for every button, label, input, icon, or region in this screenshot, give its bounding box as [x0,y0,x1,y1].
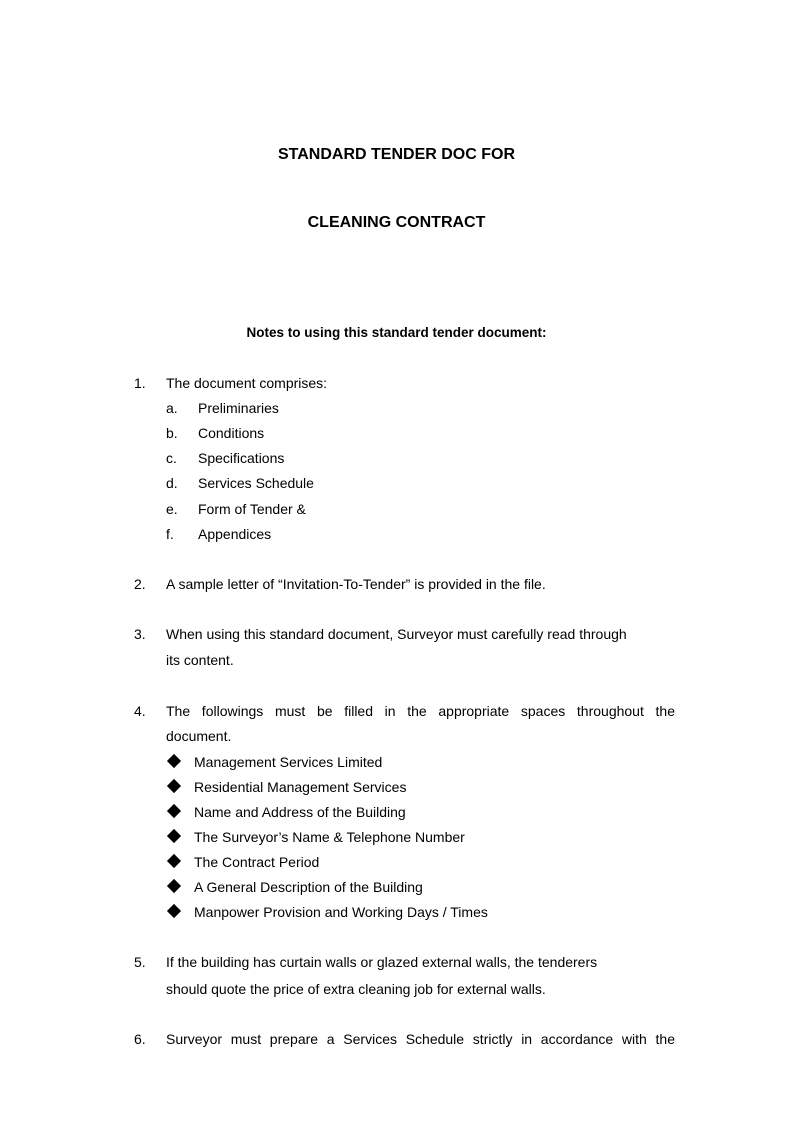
bullet-text: Residential Management Services [194,779,407,795]
item-number: 1. [134,375,146,391]
diamond-bullet-icon [167,854,181,868]
item-number: 6. [134,1031,146,1047]
item-text-line-1: Surveyor must prepare a Services Schedule strictly in accordance with the [166,1031,675,1047]
subitem-letter: c. [166,450,177,466]
item-text-line-1: If the building has curtain walls or glazed external walls, the tenderers [166,954,598,970]
subitem-text: Conditions [198,425,265,441]
subitem-letter: e. [166,501,178,517]
document-title-line-2: CLEANING CONTRACT [307,214,486,231]
bullet-text: The Surveyor’s Name & Telephone Number [194,829,465,845]
diamond-bullet-icon [167,879,181,893]
diamond-bullet-icon [167,904,181,918]
item-number: 3. [134,626,146,642]
item-text-line-2: document. [166,728,232,744]
item-text-line-1: The followings must be filled in the appropriate spaces throughout the [166,703,675,719]
item-text: A sample letter of “Invitation-To-Tender” is provided in the file. [166,576,546,592]
subitem-letter: b. [166,425,178,441]
item-number: 4. [134,703,146,719]
subitem-letter: d. [166,475,178,491]
subitem-text: Services Schedule [198,475,314,491]
item-text: The document comprises: [166,375,328,391]
subitem-letter: f. [166,526,174,542]
item-text-line-1: When using this standard document, Surveyor must carefully read through [166,626,627,642]
subitem-text: Form of Tender & [198,501,306,517]
subitem-text: Appendices [198,526,272,542]
item-text-line-2: should quote the price of extra cleaning job for external walls. [166,981,546,997]
bullet-text: Manpower Provision and Working Days / Times [194,904,488,920]
diamond-bullet-icon [167,804,181,818]
item-number: 2. [134,576,146,592]
bullet-text: Management Services Limited [194,754,383,770]
bullet-text: A General Description of the Building [194,879,423,895]
bullet-text: Name and Address of the Building [194,804,406,820]
subitem-text: Specifications [198,450,285,466]
item-number: 5. [134,954,146,970]
notes-heading: Notes to using this standard tender document: [246,325,547,340]
subitem-text: Preliminaries [198,400,279,416]
item-text-line-2: its content. [166,652,234,668]
bullet-text: The Contract Period [194,854,320,870]
subitem-letter: a. [166,400,178,416]
diamond-bullet-icon [167,779,181,793]
diamond-bullet-icon [167,829,181,843]
document-title-line-1: STANDARD TENDER DOC FOR [277,146,516,163]
diamond-bullet-icon [167,754,181,768]
